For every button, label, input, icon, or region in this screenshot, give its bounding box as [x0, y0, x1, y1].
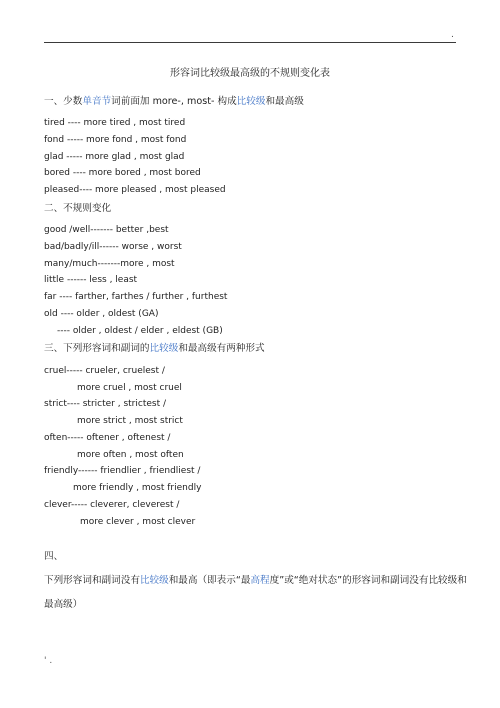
list-item: old ---- older , oldest (GA) — [44, 309, 159, 319]
header-mark: . — [451, 30, 454, 40]
list-item: more often , most often — [77, 450, 184, 460]
header-rule — [44, 42, 456, 43]
list-item: glad ----- more glad , most glad — [44, 152, 185, 162]
list-item: cruel----- crueler, cruelest / — [44, 366, 165, 376]
list-item: friendly------ friendlier , friendliest / — [44, 466, 201, 476]
list-item: more clever , most clever — [80, 517, 196, 527]
link-comparative[interactable]: 比较级 — [149, 343, 179, 354]
link-degree[interactable]: 高程 — [250, 575, 270, 586]
footer-mark: ' . — [44, 656, 53, 666]
list-item: many/much-------more , most — [44, 259, 175, 269]
list-item: clever----- cleverer, cleverest / — [44, 500, 180, 510]
list-item: more strict , most strict — [77, 416, 183, 426]
list-item: bad/badly/ill------ worse , worst — [44, 242, 182, 252]
list-item: more friendly , most friendly — [73, 483, 202, 493]
link-comparative[interactable]: 比较级 — [139, 575, 169, 586]
section1-heading: 一、少数单音节词前面加 more-, most- 构成比较级和最高级 — [44, 96, 304, 107]
list-item: fond ----- more fond , most fond — [44, 135, 187, 145]
list-item: ---- older , oldest / elder , eldest (GB) — [57, 326, 223, 336]
section4-text-cont: 最高级） — [44, 599, 83, 610]
list-item: tired ---- more tired , most tired — [44, 118, 186, 128]
section2-heading: 二、不规则变化 — [44, 203, 112, 214]
list-item: more cruel , most cruel — [77, 383, 182, 393]
page-title: 形容词比较级最高级的不规则变化表 — [170, 68, 330, 79]
link-monosyllable[interactable]: 单音节 — [82, 96, 112, 107]
list-item: far ---- farther, farthes / further , furthest — [44, 292, 228, 302]
list-item: little ------ less , least — [44, 275, 138, 285]
list-item: pleased---- more pleased , most pleased — [44, 185, 226, 195]
list-item: good /well------- better ,best — [44, 225, 169, 235]
section4-text: 下列形容词和副词没有比较级和最高（即表示“最高程度”或“绝对状态”的形容词和副词没有比较级和 — [44, 575, 467, 586]
list-item: bored ---- more bored , most bored — [44, 168, 201, 178]
link-comparative[interactable]: 比较级 — [236, 96, 266, 107]
list-item: often----- oftener , oftenest / — [44, 433, 171, 443]
section4-heading: 四、 — [44, 551, 64, 562]
section3-heading: 三、下列形容词和副词的比较级和最高级有两种形式 — [44, 343, 265, 354]
list-item: strict---- stricter , strictest / — [44, 399, 167, 409]
